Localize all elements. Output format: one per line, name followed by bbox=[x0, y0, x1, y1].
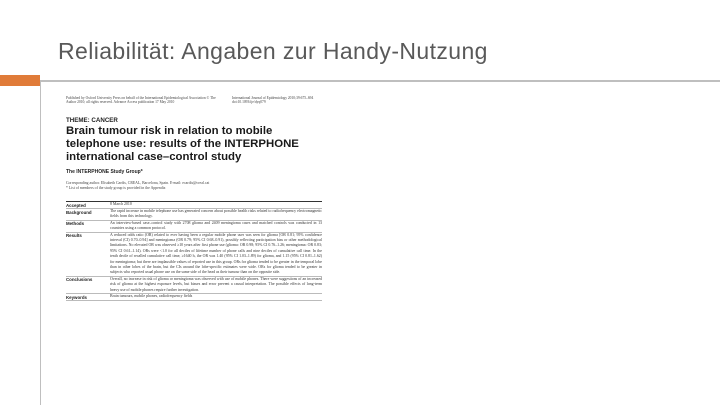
paper-excerpt-image bbox=[62, 93, 324, 405]
abstract-label: Conclusions bbox=[66, 277, 93, 283]
abstract-label: Background bbox=[66, 209, 92, 215]
paper-title: Brain tumour risk in relation to mobile telephone use: results of the INTERPHONE international case–control study bbox=[66, 125, 299, 163]
abstract-text: A reduced odds ratio (OR) related to ever having been a regular mobile phone user was seen for glioma [OR 0.81; 95% confidence interval (CI) 0.70–0.94] and meningioma (OR 0.79; 95% CI 0.68–0.91), possibly reflecting participation bias or other methodological limitations. No elevated OR was observed ≥10 years after first phone use (glioma: OR 0.98; 95% CI 0.76–1.26; meningioma: OR 0.83; 95% CI 0.61–1.14). ORs were <1.0 for all deciles of lifetime number of phone calls and nine deciles of cumulative call time. In the tenth decile of recalled cumulative call time, ≥1640 h, the OR was 1.40 (95% CI 1.03–1.89) for glioma, and 1.15 (95% CI 0.81–1.62) for meningioma; but there are implausible values of reported use in this group. ORs for glioma tended to be greater in the temporal lobe than in other lobes of the brain, but the CIs around the lobe-specific estimates were wide. ORs for glioma tended to be greater in subjects who reported usual phone use on the same side of the head as their tumour than on the opposite side. bbox=[110, 232, 322, 275]
abstract-row-methods bbox=[66, 221, 322, 233]
members-note: * List of members of the study group is provided in the Appendix bbox=[66, 185, 166, 190]
abstract-table bbox=[66, 201, 322, 301]
slide-title: Reliabilität: Angaben zur Handy-Nutzung bbox=[58, 38, 488, 64]
abstract-text: An interview-based case–control study with 2708 glioma and 2409 meningioma cases and matched controls was conducted in 13 countries using a common protocol. bbox=[110, 220, 322, 231]
abstract-text: Overall, no increase in risk of glioma or meningioma was observed with use of mobile phones. There were suggestions of an increased risk of glioma at the highest exposure levels, but biases and error prevent a causal interpretation. The possible effects of long-term heavy use of mobile phones require further investigation. bbox=[110, 276, 322, 292]
title-divider bbox=[40, 80, 720, 82]
abstract-row-accepted bbox=[66, 202, 322, 209]
abstract-row-background bbox=[66, 209, 322, 221]
paper-header-left: Published by Oxford University Press on behalf of the International Epidemiological Association © The Author 2010; all rights reserved. Advance Access publication 17 May 2010 bbox=[66, 96, 216, 105]
abstract-label: Results bbox=[66, 233, 82, 239]
abstract-label: Keywords bbox=[66, 294, 87, 300]
abstract-row-conclusions bbox=[66, 277, 322, 294]
abstract-row-results bbox=[66, 233, 322, 277]
title-accent-bar bbox=[0, 75, 40, 86]
abstract-text: Brain tumours, mobile phones, radiofrequency fields bbox=[110, 294, 193, 299]
paper-theme: THEME: CANCER bbox=[66, 117, 118, 124]
correspondence-line: Corresponding author. Elisabeth Cardis, CREAL, Barcelona, Spain. E-mail: ecardis@creal.cat bbox=[66, 181, 210, 185]
abstract-label: Accepted bbox=[66, 202, 86, 208]
left-margin-rule bbox=[40, 82, 41, 405]
paper-header-right: International Journal of Epidemiology 2010;39:675–694 doi:10.1093/ije/dyq079 bbox=[232, 96, 314, 105]
paper-correspondence bbox=[66, 181, 324, 190]
abstract-label: Methods bbox=[66, 221, 85, 227]
abstract-text: The rapid increase in mobile telephone use has generated concern about possible health risks related to radiofrequency electromagnetic fields from this technology. bbox=[110, 209, 322, 219]
abstract-row-keywords bbox=[66, 294, 322, 301]
paper-authors: The INTERPHONE Study Group* bbox=[66, 169, 143, 175]
abstract-text: 8 March 2010 bbox=[110, 202, 132, 206]
